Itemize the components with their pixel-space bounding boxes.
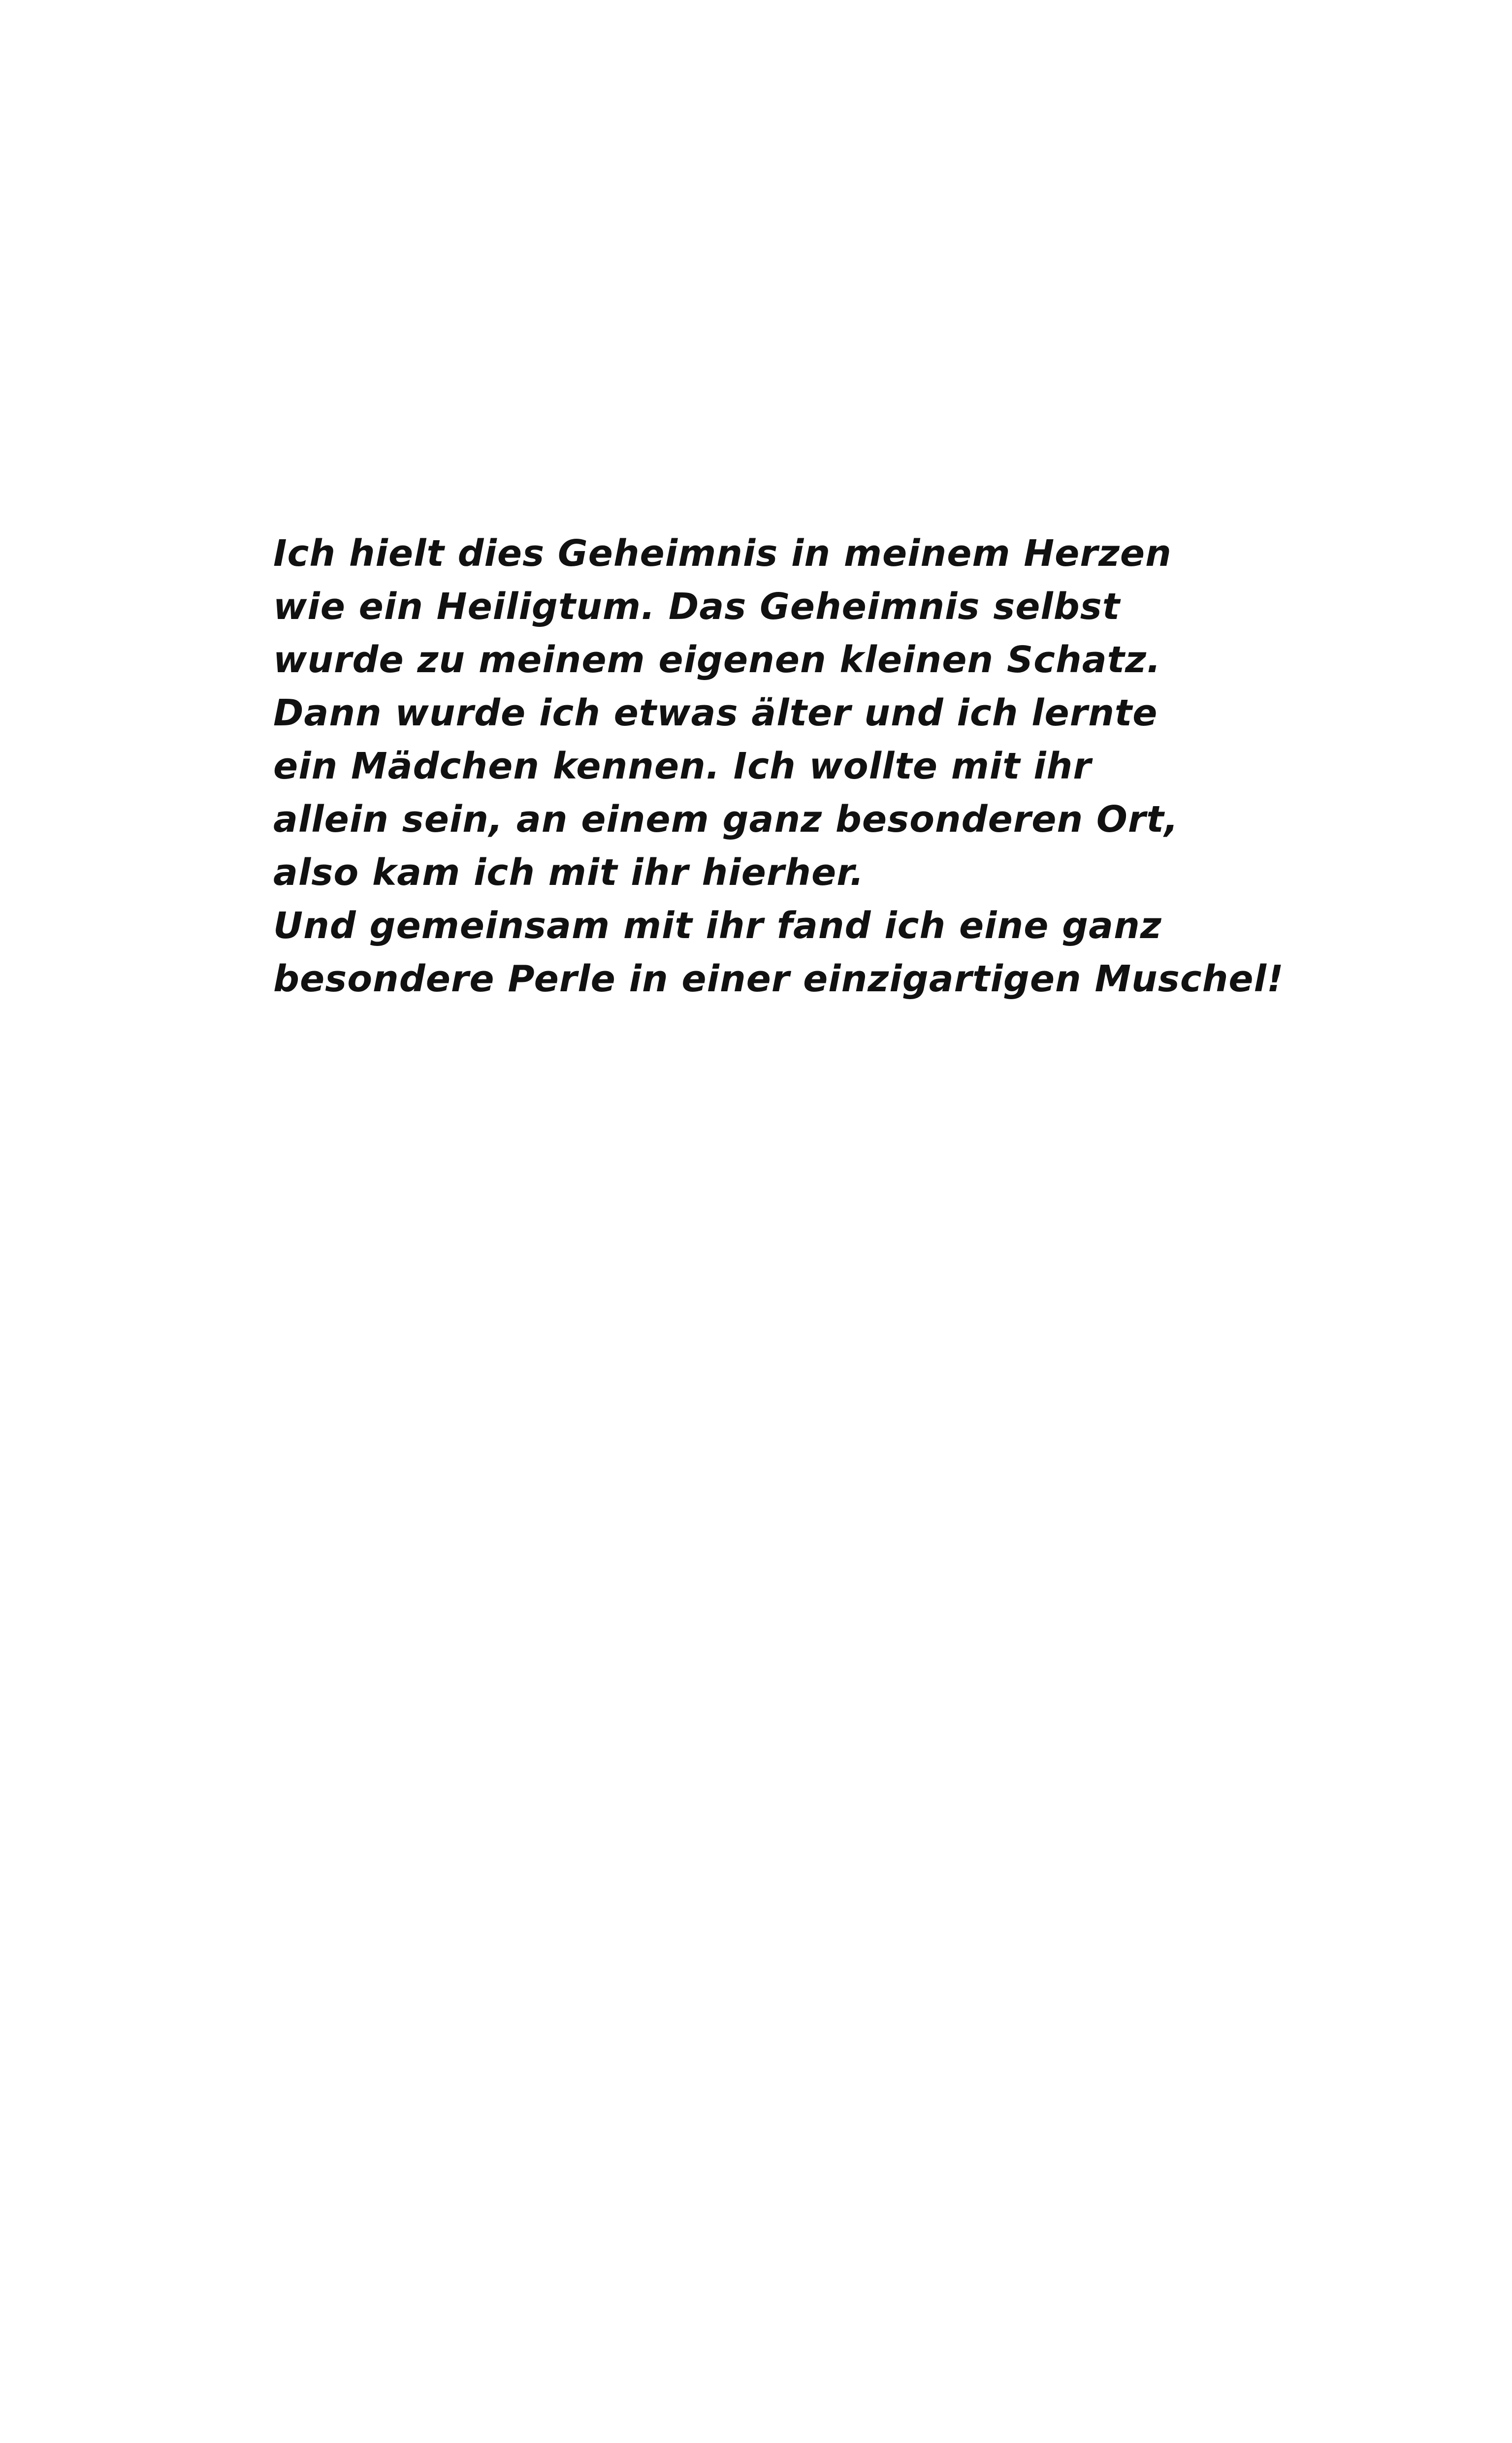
text-line: ein Mädchen kennen. Ich wollte mit ihr [273, 745, 1092, 787]
story-text-block [273, 527, 1356, 1006]
text-line: Ich hielt dies Geheimnis in meinem Herzen [273, 532, 1172, 575]
text-line: also kam ich mit ihr hierher. [273, 851, 865, 894]
text-line: Und gemeinsam mit ihr fand ich eine ganz [273, 905, 1162, 947]
text-line: allein sein, an einem ganz besonderen Ort, [273, 798, 1179, 841]
text-line: wurde zu meinem eigenen kleinen Schatz. [273, 639, 1161, 681]
text-line: besondere Perle in einer einzigartigen Muschel! [273, 958, 1284, 1000]
text-line: Dann wurde ich etwas älter und ich lernte [273, 692, 1158, 734]
text-line: wie ein Heiligtum. Das Geheimnis selbst [273, 586, 1121, 628]
